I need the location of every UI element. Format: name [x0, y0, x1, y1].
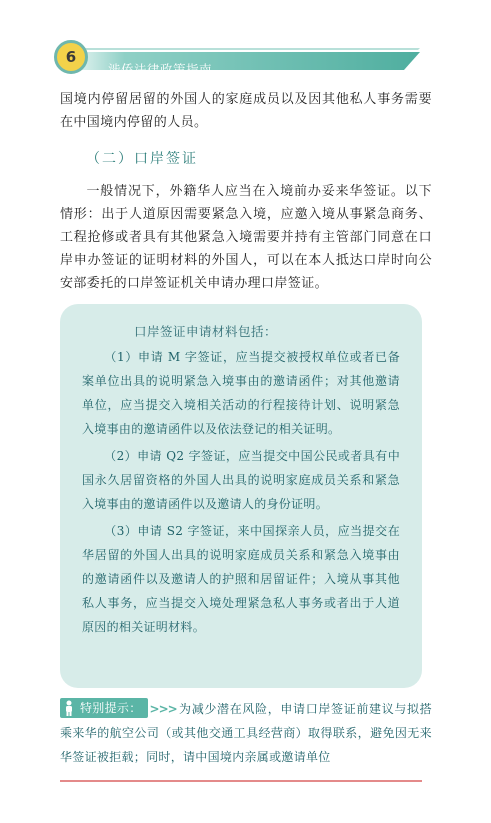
tip-label-badge	[60, 698, 148, 718]
info-box-title: 口岸签证申请材料包括：	[134, 324, 278, 339]
special-tip	[60, 697, 432, 769]
info-item-m-visa	[82, 345, 400, 441]
person-icon	[63, 700, 75, 716]
info-item-text: （3）申请 S2 字签证，来中国探亲人员，应当提交在华居留的外国人出具的说明家庭成员关系和紧急入境事由的邀请函件以及邀请人的护照和居留证件；入境从事其他私人事务，应当提交入境处理紧急私人事务或者出于人道原因的相关证明材料。	[82, 524, 400, 634]
page-number: 6	[65, 48, 77, 66]
materials-info-box	[60, 304, 422, 688]
tip-label-text: 特别提示：	[80, 701, 142, 715]
subheading-port-visa: （二）口岸签证	[86, 151, 198, 167]
section-title: 涉侨法律政策指南	[108, 62, 213, 77]
info-item-s2-visa	[82, 519, 400, 639]
paragraph-port-visa-text: 一般情况下，外籍华人应当在入境前办妥来华签证。以下情形：出于人道原因需要紧急入境，应邀入境从事紧急商务、工程抢修或者具有其他紧急入境需要并持有主管部门同意在口岸申办签证的证明材料的外国人，可以在本人抵达口岸时向公安部委托的口岸签证机关申请办理口岸签证。	[60, 184, 432, 291]
page-number-badge	[54, 40, 88, 74]
tip-text: 为减少潜在风险，申请口岸签证前建议与拟搭乘来华的航空公司（或其他交通工具经营商）取得联系，避免因无来华签证被拒载；同时，请中国境内亲属或邀请单位	[60, 702, 432, 764]
info-item-text: （1）申请 M 字签证，应当提交被授权单位或者已备案单位出具的说明紧急入境事由的邀请函件；对其他邀请单位，应当提交入境相关活动的行程接待计划、说明紧急入境事由的邀请函件以及依法登记的相关证明。	[82, 350, 400, 436]
tip-arrows: >>>	[149, 702, 177, 716]
bottom-divider	[60, 780, 422, 782]
info-item-q2-visa	[82, 444, 400, 516]
paragraph-continuation: 国境内停留居留的外国人的家庭成员以及因其他私人事务需要在中国境内停留的人员。	[60, 92, 432, 130]
info-item-text: （2）申请 Q2 字签证，应当提交中国公民或者具有中国永久居留资格的外国人出具的说明家庭成员关系和紧急入境事由的邀请函件以及邀请人的身份证明。	[82, 449, 400, 511]
paragraph-port-visa-intro	[60, 180, 432, 295]
